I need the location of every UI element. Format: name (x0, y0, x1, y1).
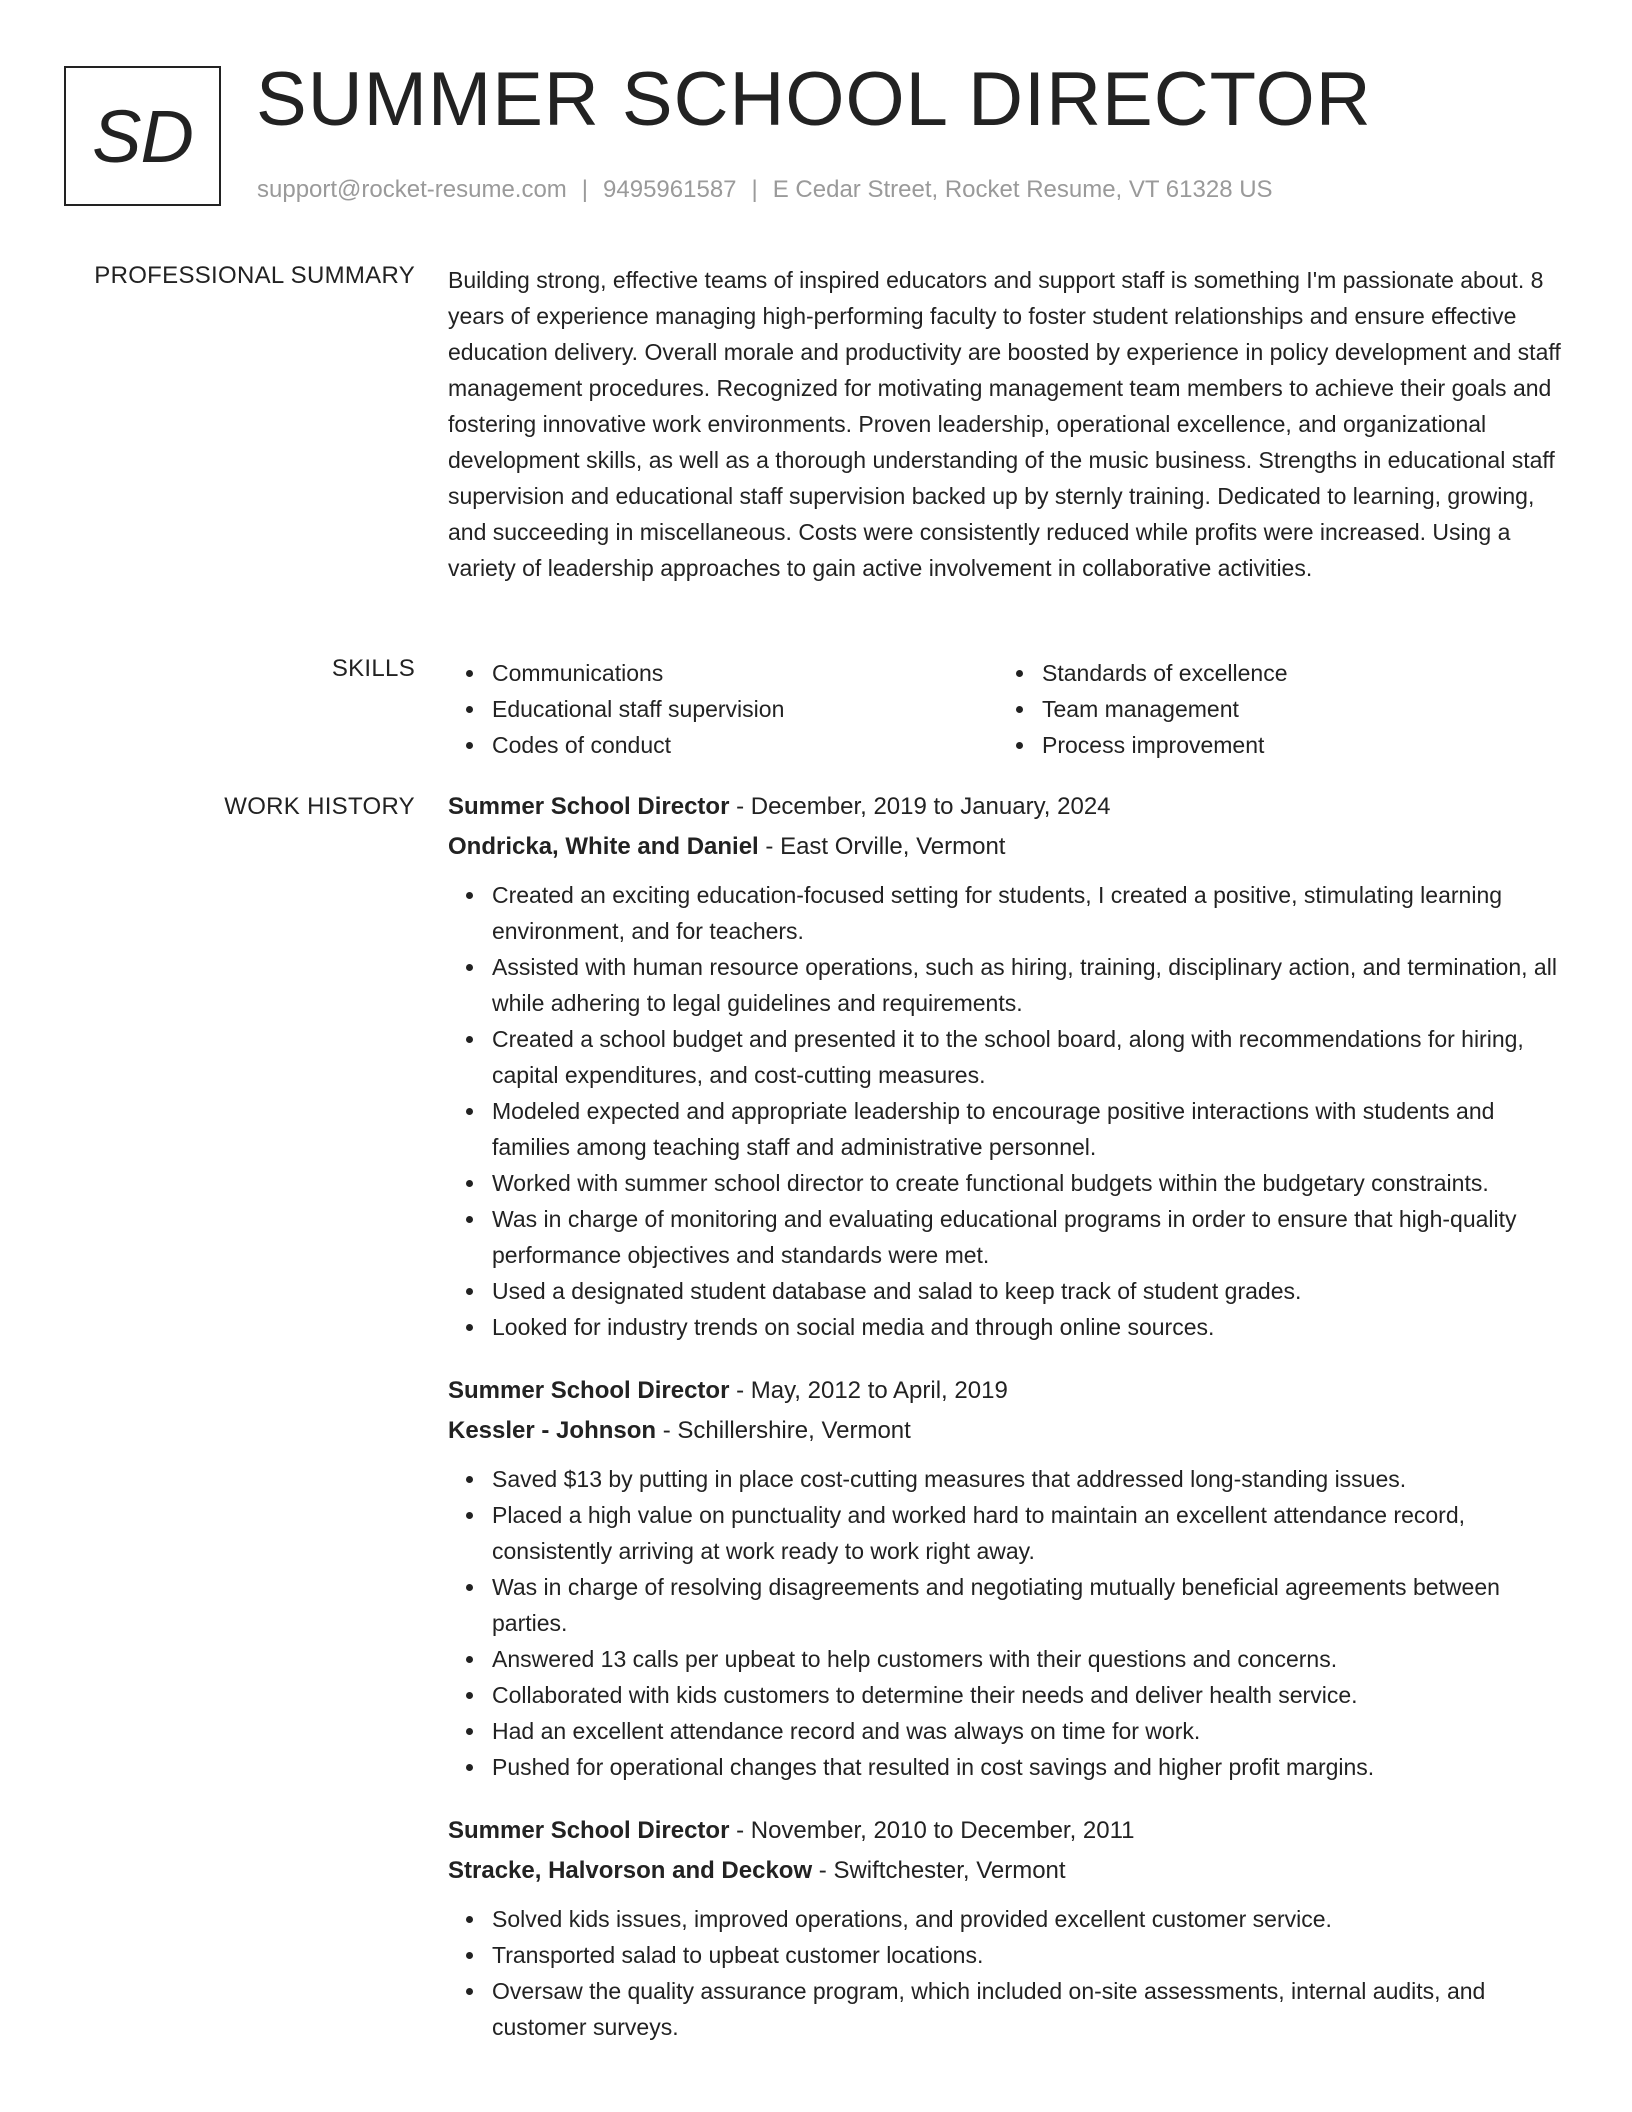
contact-phone: 9495961587 (603, 176, 737, 203)
skill-item: Educational staff supervision (492, 691, 998, 727)
job-bullets (448, 1461, 1573, 1785)
job-location: - Swiftchester, Vermont (812, 1857, 1066, 1884)
list-item: Oversaw the quality assurance program, which included on-site assessments, internal audits, and customer surveys. (492, 1973, 1573, 2045)
page-title: SUMMER SCHOOL DIRECTOR (256, 57, 1372, 142)
list-item: Placed a high value on punctuality and worked hard to maintain an excellent attendance record, consistently arriving at work ready to work right away. (492, 1497, 1573, 1569)
job-company: Stracke, Halvorson and Deckow (448, 1857, 813, 1884)
skills-heading: SKILLS (331, 655, 415, 682)
job-entry (448, 1371, 1573, 1785)
contact-separator: | (581, 176, 589, 203)
list-item: Created an exciting education-focused setting for students, I created a positive, stimulating learning environment, and for teachers. (492, 877, 1573, 949)
skills-column-left (448, 655, 998, 763)
skills-column-right (998, 655, 1548, 763)
list-item: Used a designated student database and salad to keep track of student grades. (492, 1273, 1573, 1309)
skills-list (448, 655, 1573, 763)
summary-heading: PROFESSIONAL SUMMARY (94, 262, 415, 289)
list-item: Assisted with human resource operations, such as hiring, training, disciplinary action, and termination, all while adhering to legal guidelines and requirements. (492, 949, 1573, 1021)
skill-item: Process improvement (1042, 727, 1548, 763)
job-company: Kessler - Johnson (448, 1417, 657, 1444)
job-location: - Schillershire, Vermont (656, 1417, 911, 1444)
job-role: Summer School Director (448, 793, 730, 820)
list-item: Solved kids issues, improved operations, and provided excellent customer service. (492, 1901, 1573, 1937)
job-company-line (448, 1411, 1573, 1451)
job-location: - East Orville, Vermont (758, 833, 1006, 860)
skill-item: Codes of conduct (492, 727, 998, 763)
job-dates: - December, 2019 to January, 2024 (729, 793, 1111, 820)
job-title-line (448, 787, 1573, 827)
list-item: Created a school budget and presented it to the school board, along with recommendations for hiring, capital expenditures, and cost-cutting measures. (492, 1021, 1573, 1093)
list-item: Was in charge of resolving disagreements and negotiating mutually beneficial agreements between parties. (492, 1569, 1573, 1641)
summary-body (448, 262, 1573, 586)
job-title-line (448, 1371, 1573, 1411)
contact-line (257, 176, 1273, 204)
list-item: Looked for industry trends on social media and through online sources. (492, 1309, 1573, 1345)
work-history-body (448, 787, 1573, 2071)
list-item: Answered 13 calls per upbeat to help customers with their questions and concerns. (492, 1641, 1573, 1677)
skill-item: Communications (492, 655, 998, 691)
contact-address: E Cedar Street, Rocket Resume, VT 61328 US (772, 176, 1273, 203)
job-dates: - May, 2012 to April, 2019 (729, 1377, 1008, 1404)
list-item: Modeled expected and appropriate leadership to encourage positive interactions with students and families among teaching staff and administrative personnel. (492, 1093, 1573, 1165)
list-item: Worked with summer school director to create functional budgets within the budgetary constraints. (492, 1165, 1573, 1201)
job-company-line (448, 827, 1573, 867)
summary-text: Building strong, effective teams of inspired educators and support staff is something I'm passionate about. 8 years of experience managing high-performing faculty to foster student relationships and ensure effective education delivery. Overall morale and productivity are boosted by experience in policy development and staff management procedures. Recognized for motivating management team members to achieve their goals and fostering innovative work environments. Proven leadership, operational excellence, and organizational development skills, as well as a thorough understanding of the music business. Strengths in educational staff supervision and educational staff supervision backed up by sternly training. Dedicated to learning, growing, and succeeding in miscellaneous. Costs were consistently reduced while profits were increased. Using a variety of leadership approaches to gain active involvement in collaborative activities. (448, 267, 1561, 581)
contact-email: support@rocket-resume.com (257, 176, 567, 203)
skill-item: Team management (1042, 691, 1548, 727)
job-bullets (448, 1901, 1573, 2045)
contact-separator: | (751, 176, 758, 203)
list-item: Collaborated with kids customers to determine their needs and deliver health service. (492, 1677, 1573, 1713)
job-company: Ondricka, White and Daniel (448, 833, 759, 860)
list-item: Pushed for operational changes that resulted in cost savings and higher profit margins. (492, 1749, 1573, 1785)
job-title-line (448, 1811, 1573, 1851)
list-item: Transported salad to upbeat customer locations. (492, 1937, 1573, 1973)
job-bullets (448, 877, 1573, 1345)
job-company-line (448, 1851, 1573, 1891)
job-role: Summer School Director (448, 1377, 730, 1404)
list-item: Saved $13 by putting in place cost-cutting measures that addressed long-standing issues. (492, 1461, 1573, 1497)
list-item: Had an excellent attendance record and was always on time for work. (492, 1713, 1573, 1749)
work-history-heading: WORK HISTORY (224, 793, 415, 820)
list-item: Was in charge of monitoring and evaluating educational programs in order to ensure that high-quality performance objectives and standards were met. (492, 1201, 1573, 1273)
job-dates: - November, 2010 to December, 2011 (729, 1817, 1135, 1844)
job-entry (448, 1811, 1573, 2045)
job-entry (448, 787, 1573, 1345)
monogram-logo: SD (64, 66, 221, 206)
job-role: Summer School Director (448, 1817, 730, 1844)
skill-item: Standards of excellence (1042, 655, 1548, 691)
